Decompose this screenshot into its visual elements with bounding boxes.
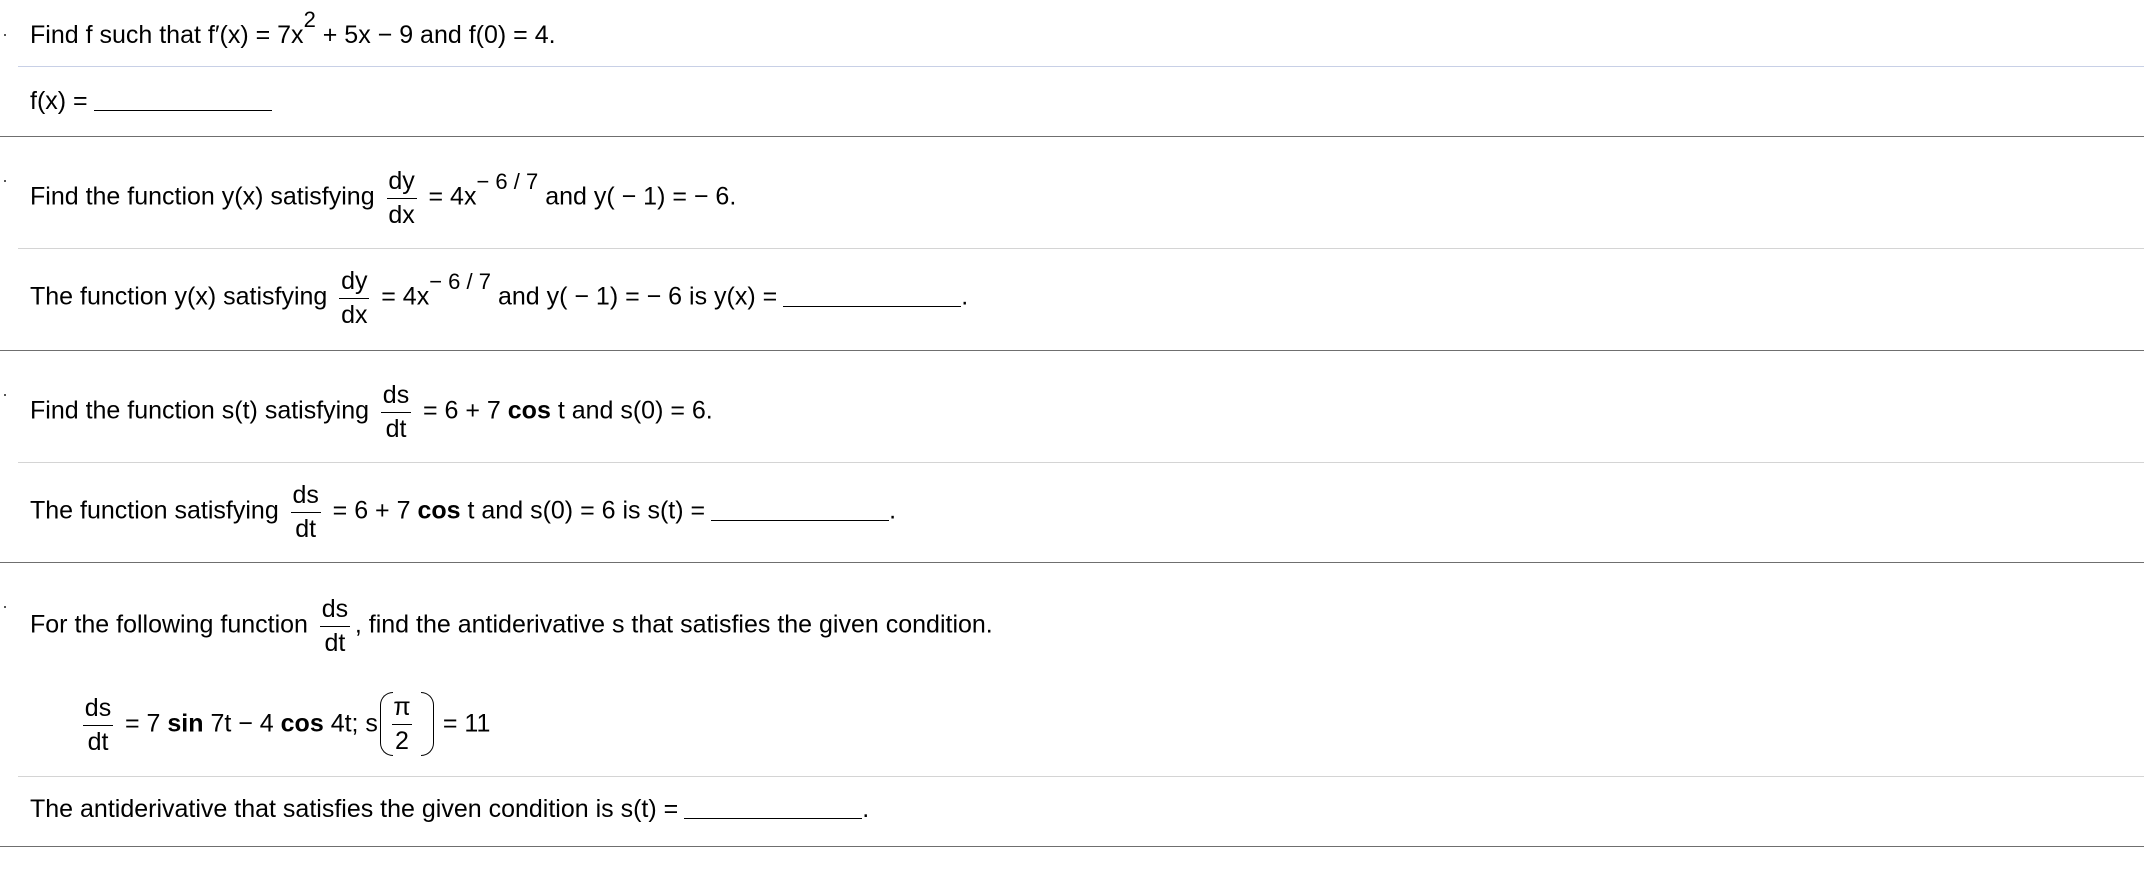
question-divider (0, 846, 2144, 847)
answer-blank[interactable] (94, 88, 272, 111)
derivative-fraction: $\frac{dy}{dx}$ (341, 267, 368, 329)
question-divider (0, 562, 2144, 563)
parenthesized-fraction: π 2 (378, 692, 436, 758)
q1-prompt: Find f such that f′(x) = 7x2 + 5x − 9 and f(0) = 4. (30, 7, 556, 49)
question-divider (0, 136, 2144, 137)
q4-prompt: For the following function $\frac{ds}{dt}$ , find the antiderivative s that satisfies the given condition. (30, 595, 993, 657)
answer-blank[interactable] (783, 284, 961, 307)
answer-blank[interactable] (684, 796, 862, 819)
bullet-dot (4, 180, 6, 182)
q4-answer-row: The antiderivative that satisfies the given condition is s(t) = . (30, 795, 870, 823)
q2-prompt: Find the function y(x) satisfying $\frac{dy}{dx}$ = 4x− 6 / 7 and y( − 1) = − 6. (30, 167, 737, 229)
question-divider (0, 350, 2144, 351)
q4-equation: $\frac{ds}{dt}$ = 7 sin 7t − 4 cos 4t; s π 2 = 11 (78, 692, 490, 758)
q3-answer-row: The function satisfying $\frac{ds}{dt}$ = 6 + 7 cos t and s(0) = 6 is s(t) = . (30, 481, 897, 543)
divider (18, 776, 2144, 777)
bullet-dot (4, 606, 6, 608)
q2-answer-row: The function y(x) satisfying $\frac{dy}{dx}$ = 4x− 6 / 7 and y( − 1) = − 6 is y(x) = . (30, 267, 969, 329)
bullet-dot (4, 394, 6, 396)
derivative-fraction: $\frac{dy}{dx}$ (388, 167, 415, 229)
derivative-fraction: $\frac{ds}{dt}$ (321, 595, 349, 657)
bullet-dot (4, 34, 6, 36)
derivative-fraction: $\frac{ds}{dt}$ (382, 381, 410, 443)
derivative-fraction: $\frac{ds}{dt}$ (84, 694, 112, 756)
derivative-fraction: $\frac{ds}{dt}$ (292, 481, 319, 543)
q1-answer-row: f(x) = (30, 86, 272, 116)
divider (18, 248, 2144, 249)
q3-prompt: Find the function s(t) satisfying $\frac{ds}{dt}$ = 6 + 7 cos t and s(0) = 6. (30, 381, 713, 443)
answer-blank[interactable] (711, 498, 889, 521)
divider (18, 66, 2144, 67)
divider (18, 462, 2144, 463)
